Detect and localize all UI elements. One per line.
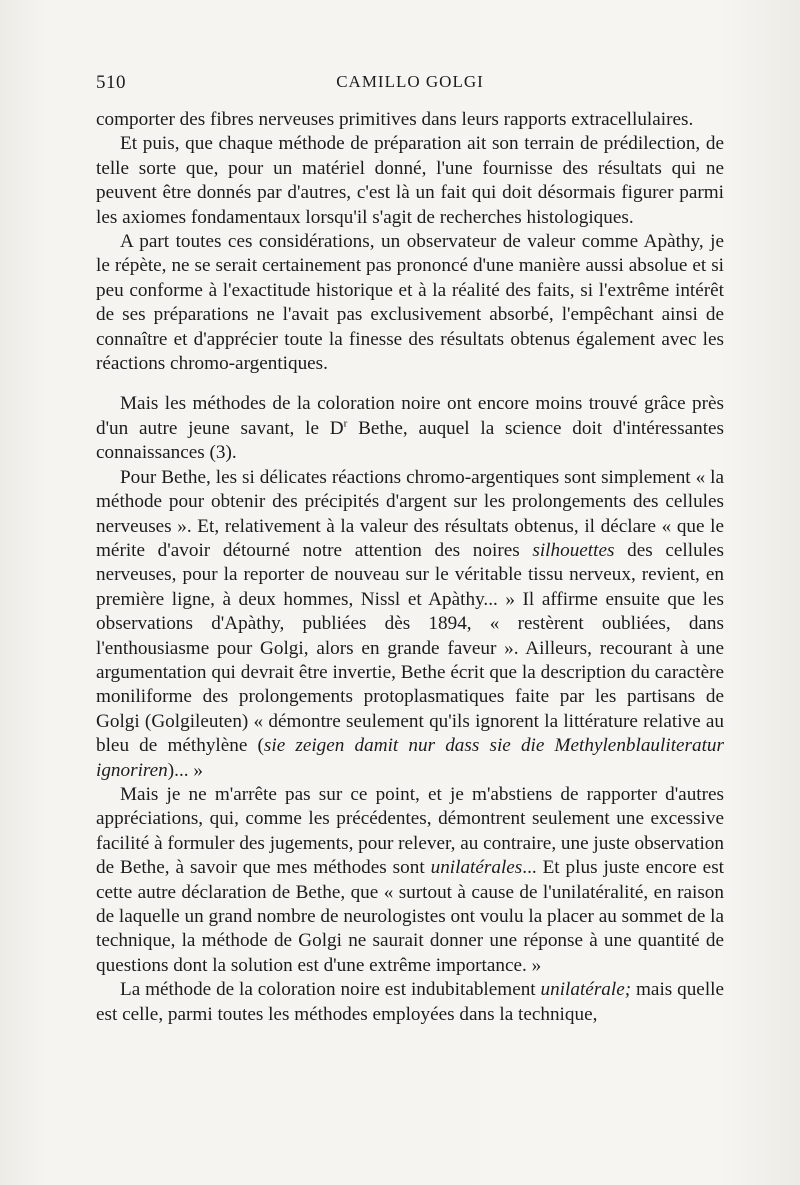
- running-title: CAMILLO GOLGI: [336, 72, 484, 91]
- paragraph-7-text-a: La méthode de la coloration noire est indubitablement: [120, 979, 541, 1001]
- paragraph-7: [96, 978, 724, 1027]
- paragraph-7-italic-a: unilatérale;: [540, 979, 632, 1001]
- paragraph-4: [96, 392, 724, 465]
- paragraph-5-italic-a: silhouettes: [532, 539, 615, 561]
- paragraph-4-text-a: Mais les méthodes de la coloration noire ont encore moins trouvé grâce près d'un autre jeune savant, le D: [96, 393, 724, 439]
- paragraph-6-text-a: Mais je ne m'arrête pas sur ce point, et je m'abstiens de rapporter d'autres appréciations, qui, comme les précédentes, démontrent seulement une excessive facilité à formuler des jugements, pour relever, au contraire, une juste observation de Bethe, à savoir que mes méthodes sont: [96, 783, 724, 879]
- body-text: [96, 108, 724, 1027]
- paragraph-5: [96, 466, 724, 783]
- paragraph-3: [96, 230, 724, 376]
- paragraph-4-text-b: Bethe, auquel la science doit d'intéressantes connaissances (3).: [96, 417, 725, 464]
- paragraph-6-text-b: ... Et plus juste encore est cette autre déclaration de Bethe, que « surtout à cause de l'unilatéralité, en raison de laquelle un grand nombre de neurologistes ont voulu la placer au sommet de la technique, la méthode de Golgi ne saurait donner une réponse à une quantité de questions dont la solution est d'une extrême importance. »: [96, 857, 724, 976]
- paragraph-5-text-c: )... »: [167, 759, 203, 781]
- paragraph-2-text: Et puis, que chaque méthode de préparation ait son terrain de prédilection, de telle sorte que, pour un matériel donné, l'une fournisse des résultats qui ne peuvent être donnés par d'autres, c'est là un fait qui doit désormais figurer parmi les axiomes fondamentaux lorsqu'il s'agit de recherches histologiques.: [96, 133, 724, 228]
- running-head: [96, 68, 724, 98]
- paragraph-1-text: comporter des fibres nerveuses primitives dans leurs rapports extracellulaires.: [96, 109, 694, 130]
- paragraph-5-italic-b: sie zeigen damit nur dass sie die Methylenblauliteratur ignoriren: [96, 735, 724, 781]
- paragraph-7-text-b: mais quelle est celle, parmi toutes les méthodes employées dans la technique,: [96, 979, 725, 1025]
- paragraph-2: [96, 132, 724, 230]
- paragraph-4-superscript: r: [343, 417, 348, 430]
- paragraph-5-text-a: Pour Bethe, les si délicates réactions chromo-argentiques sont simplement « la méthode pour obtenir des précipités d'argent sur les prolongements des cellules nerveuses ». Et, relativement à la valeur des résultats obtenus, il déclare « que le mérite d'avoir détourné notre attention des noires: [96, 466, 724, 561]
- paragraph-3-text: A part toutes ces considérations, un observateur de valeur comme Apàthy, je le répète, ne se serait certainement pas prononcé d'une manière aussi absolue et si peu conforme à l'exactitude historique et à la réalité des faits, si l'extrême intérêt de ses préparations ne l'avait pas exclusivement absorbé, l'empêchant ainsi de connaître et d'apprécier toute la finesse des résultats obtenus également avec les réactions chromo-argentiques.: [96, 231, 724, 375]
- paragraph-6: [96, 783, 724, 978]
- page-number: 510: [96, 72, 126, 93]
- paragraph-5-text-b: des cellules nerveuses, pour la reporter de nouveau sur le véritable tissu nerveux, revient, en première ligne, à deux hommes, Nissl et Apàthy... » Il affirme ensuite que les observations d'Apàthy, publiées dès 1894, « restèrent oubliées, dans l'enthousiasme pour Golgi, alors en grande faveur ». Ailleurs, recourant à une argumentation qui devrait être invertie, Bethe écrit que la description du caractère moniliforme des prolongements protoplasmatiques faite par les partisans de Golgi (Golgileuten) « démontre seulement qu'ils ignorent la littérature relative au bleu de méthylène (: [96, 539, 724, 757]
- paragraph-6-italic-a: unilatérales: [430, 857, 523, 879]
- paragraph-1: [96, 108, 724, 132]
